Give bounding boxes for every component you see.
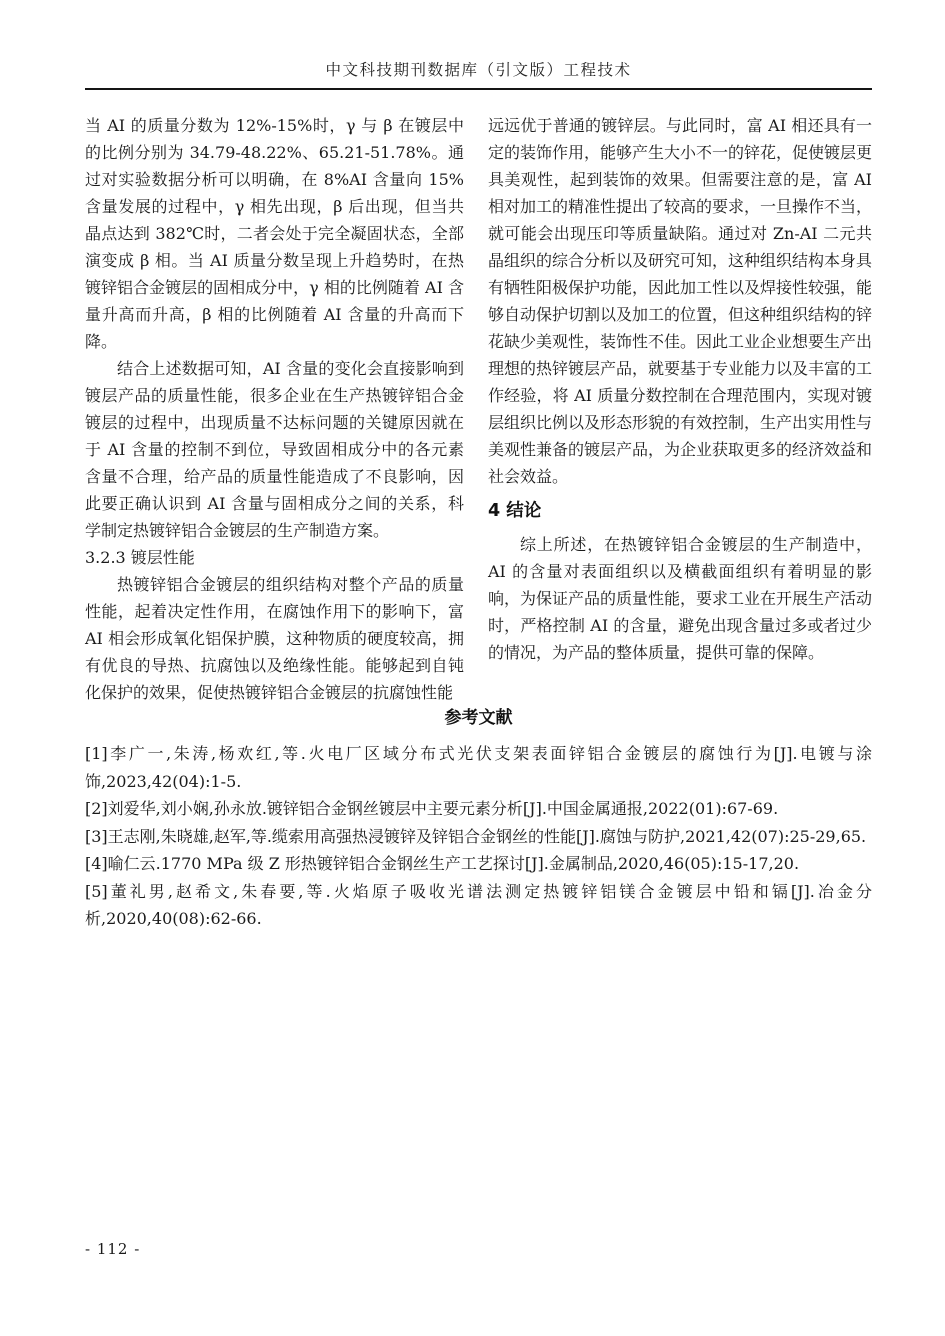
paragraph-coating-advantages: 远远优于普通的镀锌层。与此同时，富 AI 相还具有一定的装饰作用，能够产生大小不一的锌花，促使镀层更具美观性，起到装饰的效果。但需要注意的是，富 AI 相对加工的精准性提出了较高的要求，一旦操作不当，就可能会出现压印等质量缺陷。通过对 Zn-AI 二元共晶组织的综合分析以及研究可知，这种组织结构本身具有牺牲阳极保护功能，因此加工性以及焊接性较强，能够自动保护切割以及加工的位置，但这种组织结构的锌花缺少美观性，装饰性不佳。因此工业企业想要生产出理想的热锌镀层产品，就要基于专业能力以及丰富的工作经验，将 AI 质量分数控制在合理范围内，实现对镀层组织比例以及形态形貌的有效控制，生产出实用性与美观性兼备的镀层产品，为企业获取更多的经济效益和社会效益。	[488, 116, 873, 486]
references-heading: 参考文献	[444, 708, 513, 728]
paragraph-conclusion: 综上所述，在热镀锌铝合金镀层的生产制造中，AI 的含量对表面组织以及横截面组织有着明显的影响，为保证产品的质量性能，要求工业在开展生产活动时，严格控制 AI 的含量，避免出现含量过多或者过少的情况，为产品的整体质量，提供可靠的保障。	[488, 535, 873, 662]
reference-item-4: [4]喻仁云.1770 MPa 级 Z 形热镀锌铝合金钢丝生产工艺探讨[J].金属制品,2020,46(05):15-17,20.	[85, 854, 800, 873]
two-column-body	[85, 112, 872, 706]
reference-item-3: [3]王志刚,朱晓雄,赵军,等.缆索用高强热浸镀锌及锌铝合金钢丝的性能[J].腐蚀与防护,2021,42(07):25-29,65.	[85, 826, 867, 846]
header-rule	[85, 88, 872, 90]
reference-item-2: [2]刘爱华,刘小娴,孙永放.镀锌铝合金钢丝镀层中主要元素分析[J].中国金属通报,2022(01):67-69.	[85, 799, 779, 818]
paragraph-phase-ratio: 当 AI 的质量分数为 12%-15%时，γ 与 β 在镀层中的比例分别为 34.79-48.22%、65.21-51.78%。通过对实验数据分析可以明确，在 8%AI 含量向 15%含量发展的过程中，γ 相先出现，β 后出现，但当共晶点达到 382℃时，二者会处于完全凝固状态，全部演变成 β 相。当 AI 质量分数呈现上升趋势时，在热镀锌铝合金镀层的固相成分中，γ 相的比例随着 AI 含量升高而升高，β 相的比例随着 AI 含量的升高而下降。	[85, 116, 464, 351]
right-column	[488, 112, 872, 706]
paragraph-coating-structure: 热镀锌铝合金镀层的组织结构对整个产品的质量性能，起着决定性作用，在腐蚀作用下的影响下，富 AI 相会形成氧化铝保护膜，这种物质的硬度较高，拥有优良的导热、抗腐蚀以及绝缘性能。能够起到自钝化保护的效果，促使热镀锌铝合金镀层的抗腐蚀性能	[85, 575, 464, 702]
reference-item-1: [1]李广一,朱涛,杨欢红,等.火电厂区域分布式光伏支架表面锌铝合金镀层的腐蚀行为[J].电镀与涂饰,2023,42(04):1-5.	[85, 744, 872, 791]
reference-item-5: [5]董礼男,赵希文,朱春要,等.火焰原子吸收光谱法测定热镀锌铝镁合金镀层中铅和镉[J].冶金分析,2020,40(08):62-66.	[85, 881, 872, 928]
references-section	[85, 706, 872, 933]
section-heading-4-conclusion: 4 结论	[488, 501, 542, 521]
paragraph-al-content-impact: 结合上述数据可知，AI 含量的变化会直接影响到镀层产品的质量性能，很多企业在生产热镀锌铝合金镀层的过程中，出现质量不达标问题的关键原因就在于 AI 含量的控制不到位，导致固相成分中的各元素含量不合理，给产品的质量性能造成了不良影响，因此要正确认识到 AI 含量与固相成分之间的关系，科学制定热镀锌铝合金镀层的生产制造方案。	[85, 359, 464, 540]
left-column	[85, 112, 464, 706]
page-number: - 112 -	[85, 1240, 141, 1258]
journal-header-title: 中文科技期刊数据库（引文版）工程技术	[325, 61, 632, 79]
section-heading-3-2-3-coating-performance: 3.2.3 镀层性能	[85, 548, 195, 567]
